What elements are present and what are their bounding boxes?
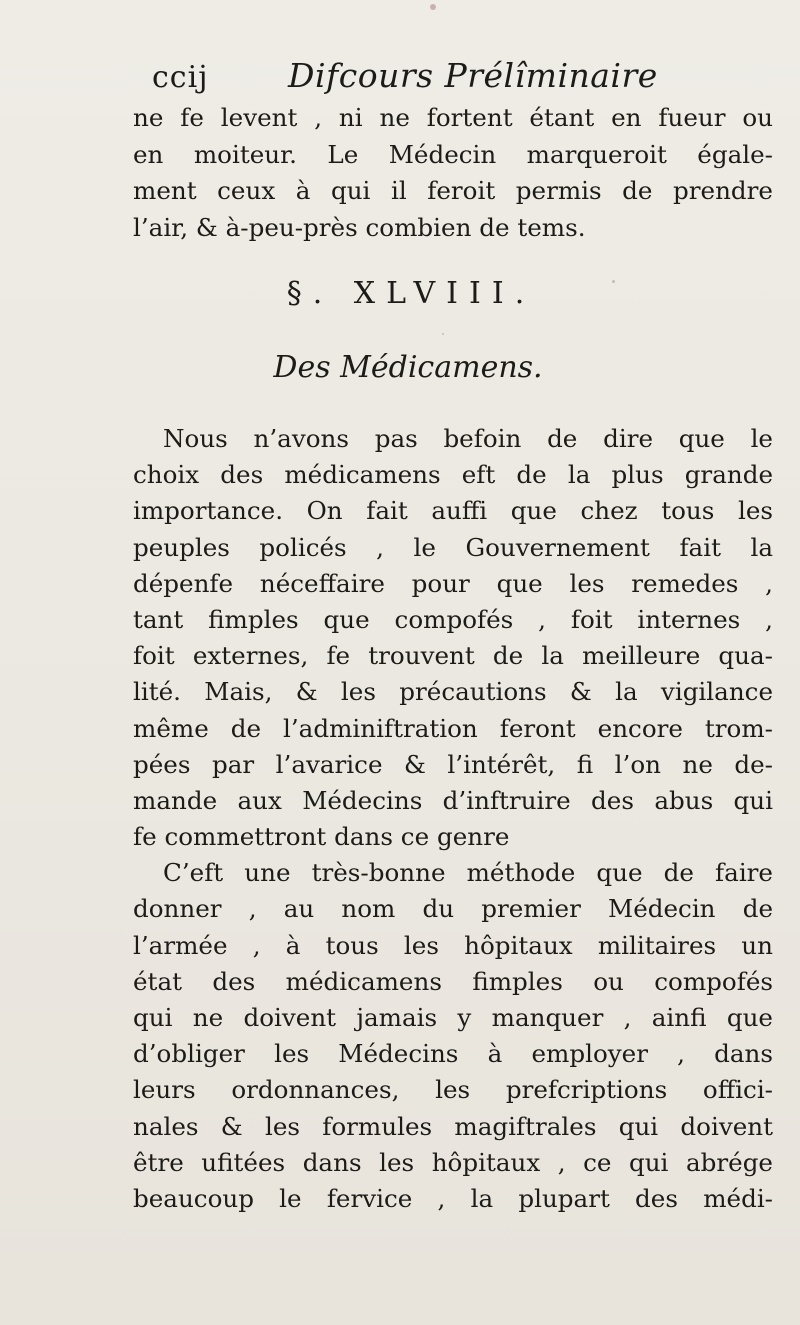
text-line: en moiteur. Le Médecin marqueroit égale- [133,139,773,169]
running-head [0,52,800,102]
section-title: Des Médicamens. [273,350,543,385]
text-line: foit externes, fe trouvent de la meilleure qua- [133,641,773,671]
text-line: d’obliger les Médecins à employer , dans [133,1039,773,1069]
paper-speck [442,333,444,335]
text-line: qui ne doivent jamais y manquer , ainfi que [133,1003,773,1032]
text-line: l’air, & à-peu-près combien de tems. [133,212,586,242]
text-line: tant fimples que compofés , foit internes , [133,604,773,634]
text-line: nales & les formules magiftrales qui doivent [133,1111,773,1141]
text-line: être ufitées dans les hôpitaux , ce qui abrége [133,1147,773,1177]
running-title: Difcours Prélîminaire [288,56,658,95]
ink-blot-ornament [430,4,436,10]
text-line: ment ceux à qui il feroit permis de prendre [133,176,773,205]
text-line: choix des médicamens eft de la plus grande [133,460,773,490]
text-line: même de l’adminiftration feront encore trom- [133,713,773,743]
paragraph-continuation [133,100,773,246]
section-body [133,421,773,1217]
text-line: état des médicamens fimples ou compofés [133,966,773,996]
text-line: pées par l’avarice & l’intérêt, fi l’on ne de- [133,749,773,779]
text-line: leurs ordonnances, les prefcriptions offici- [133,1075,773,1105]
text-line: lité. Mais, & les précautions & la vigilance [133,677,773,707]
text-line: mande aux Médecins d’inftruire des abus qui [133,785,773,815]
text-line: importance. On fait auffi que chez tous les [133,496,773,526]
text-line: fe commettront dans ce genre [133,822,510,852]
text-line: beaucoup le fervice , la plupart des médi- [133,1183,773,1213]
text-line: donner , au nom du premier Médecin de [133,894,773,924]
section-number: §. XLVIII. [286,276,536,311]
text-line: l’armée , à tous les hôpitaux militaires un [133,930,773,960]
page-number: ccij [152,60,209,95]
text-line: Nous n’avons pas befoin de dire que le [163,424,773,453]
text-line: C’eft une très-bonne méthode que de faire [163,858,773,888]
text-line: dépenfe néceffaire pour que les remedes , [133,568,773,598]
text-line: ne fe levent , ni ne fortent étant en fueur ou [133,103,773,132]
text-line: peuples policés , le Gouvernement fait la [133,532,773,562]
